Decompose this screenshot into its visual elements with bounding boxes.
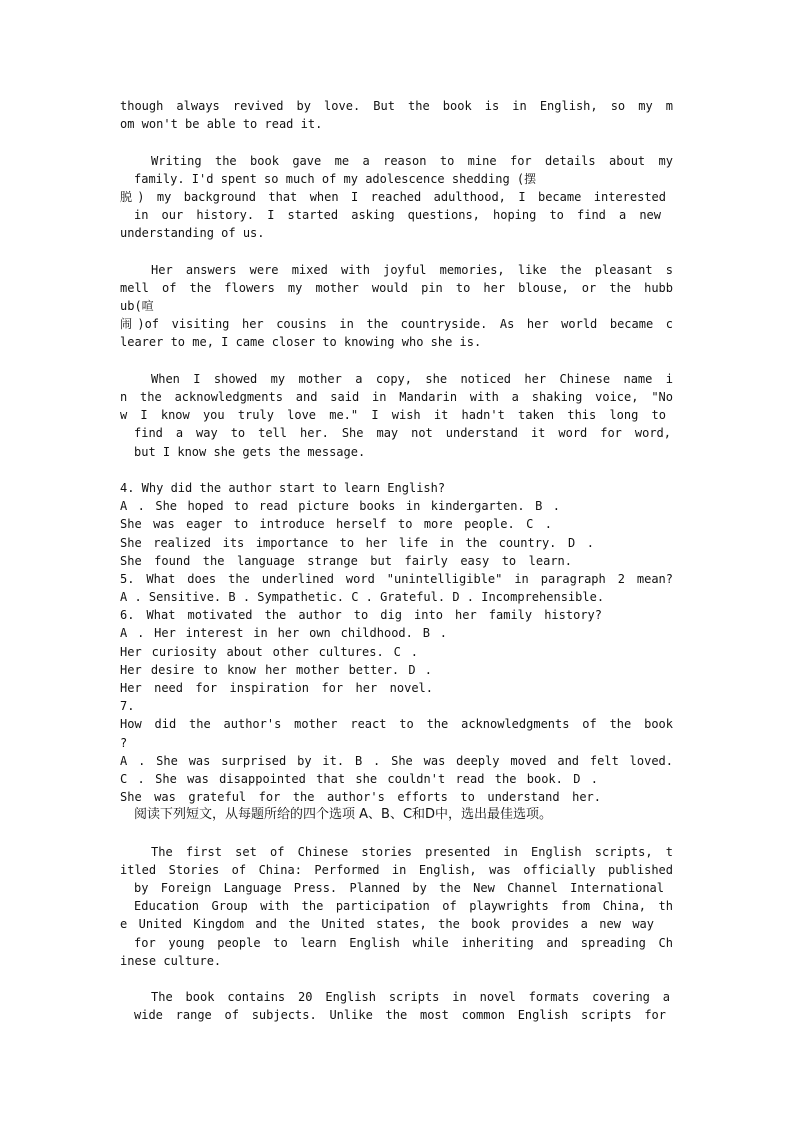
question-option: She realized its importance to her life in the country. D . (120, 535, 594, 550)
text-line: find a way to tell her. She may not understand it word for word, (134, 426, 671, 441)
text-line: The first set of Chinese stories presented in English scripts, t (151, 844, 673, 859)
question-option: She found the language strange but fairly easy to learn. (120, 553, 572, 568)
spacer (120, 825, 673, 843)
text-line: wide range of subjects. Unlike the most common English scripts for (134, 1008, 666, 1023)
text-line: by Foreign Language Press. Planned by the New Channel International (134, 881, 664, 896)
text-line: mell of the flowers my mother would pin to her blouse, or the hubb (120, 280, 673, 295)
text-line: family. I'd spent so much of my adolescence shedding (摆 (134, 171, 537, 186)
text-line: for young people to learn English while inheriting and spreading Ch (134, 935, 673, 950)
spacer (120, 133, 673, 151)
text-line: Her answers were mixed with joyful memories, like the pleasant s (151, 262, 673, 277)
text-line: itled Stories of China: Performed in English, was officially published (120, 862, 673, 877)
question-4: 4. Why did the author start to learn English? (120, 480, 446, 495)
text-line: though always revived by love. But the book is in English, so my m (120, 99, 673, 113)
question-option: A . Her interest in her own childhood. B . (120, 626, 447, 641)
text-line: The book contains 20 English scripts in novel formats covering a (151, 990, 670, 1005)
spacer (120, 970, 673, 988)
text-line: understanding of us. (120, 226, 265, 241)
text-line: inese culture. (120, 953, 222, 968)
text-line: When I showed my mother a copy, she noticed her Chinese name i (151, 371, 673, 386)
question-6: 6. What motivated the author to dig into her family history? (120, 608, 602, 623)
spacer (120, 461, 673, 479)
section-instruction: 阅读下列短文，从每题所给的四个选项 A、B、C和D中，选出最佳选项。 (134, 807, 553, 823)
question-5: 5. What does the underlined word "unintelligible" in paragraph 2 mean? (120, 571, 673, 586)
spacer (120, 352, 673, 370)
question-option: C . She was disappointed that she couldn't read the book. D . (120, 771, 598, 786)
question-7-stem: ? (120, 735, 128, 750)
question-option: A . Sensitive. B . Sympathetic. C . Grateful. D . Incomprehensible. (120, 590, 605, 605)
text-line: w I know you truly love me." I wish it hadn't taken this long to (120, 408, 666, 423)
question-option: A . She hoped to read picture books in kindergarten. B . (120, 499, 560, 514)
text-line: Education Group with the participation of playwrights from China, th (134, 899, 673, 914)
question-option: Her curiosity about other cultures. C . (120, 644, 418, 659)
text-line: in our history. I started asking questions, hoping to find a new (134, 208, 661, 223)
text-line: om won't be able to read it. (120, 117, 323, 132)
text-line: 闹)of visiting her cousins in the countryside. As her world became c (120, 317, 673, 332)
text-line: e United Kingdom and the United states, the book provides a new way (120, 917, 654, 932)
text-line: n the acknowledgments and said in Mandarin with a shaking voice, "No (120, 390, 673, 404)
question-option: She was eager to introduce herself to more people. C . (120, 517, 552, 532)
text-column (120, 97, 673, 1025)
question-option: Her desire to know her mother better. D . (120, 662, 432, 677)
spacer (120, 243, 673, 261)
text-line: Writing the book gave me a reason to mine for details about my (151, 153, 673, 168)
question-7-stem: How did the author's mother react to the acknowledgments of the book (120, 717, 673, 732)
question-option: She was grateful for the author's efforts to understand her. (120, 790, 601, 805)
text-line: but I know she gets the message. (134, 444, 366, 459)
text-line: ub(喧 (120, 299, 154, 314)
question-7: 7. (120, 699, 135, 714)
question-option: A . She was surprised by it. B . She was deeply moved and felt loved. (120, 753, 673, 768)
question-option: Her need for inspiration for her novel. (120, 681, 433, 695)
text-line: learer to me, I came closer to knowing who she is. (120, 335, 482, 350)
text-line: 脱) my background that when I reached adulthood, I became interested (120, 189, 666, 204)
